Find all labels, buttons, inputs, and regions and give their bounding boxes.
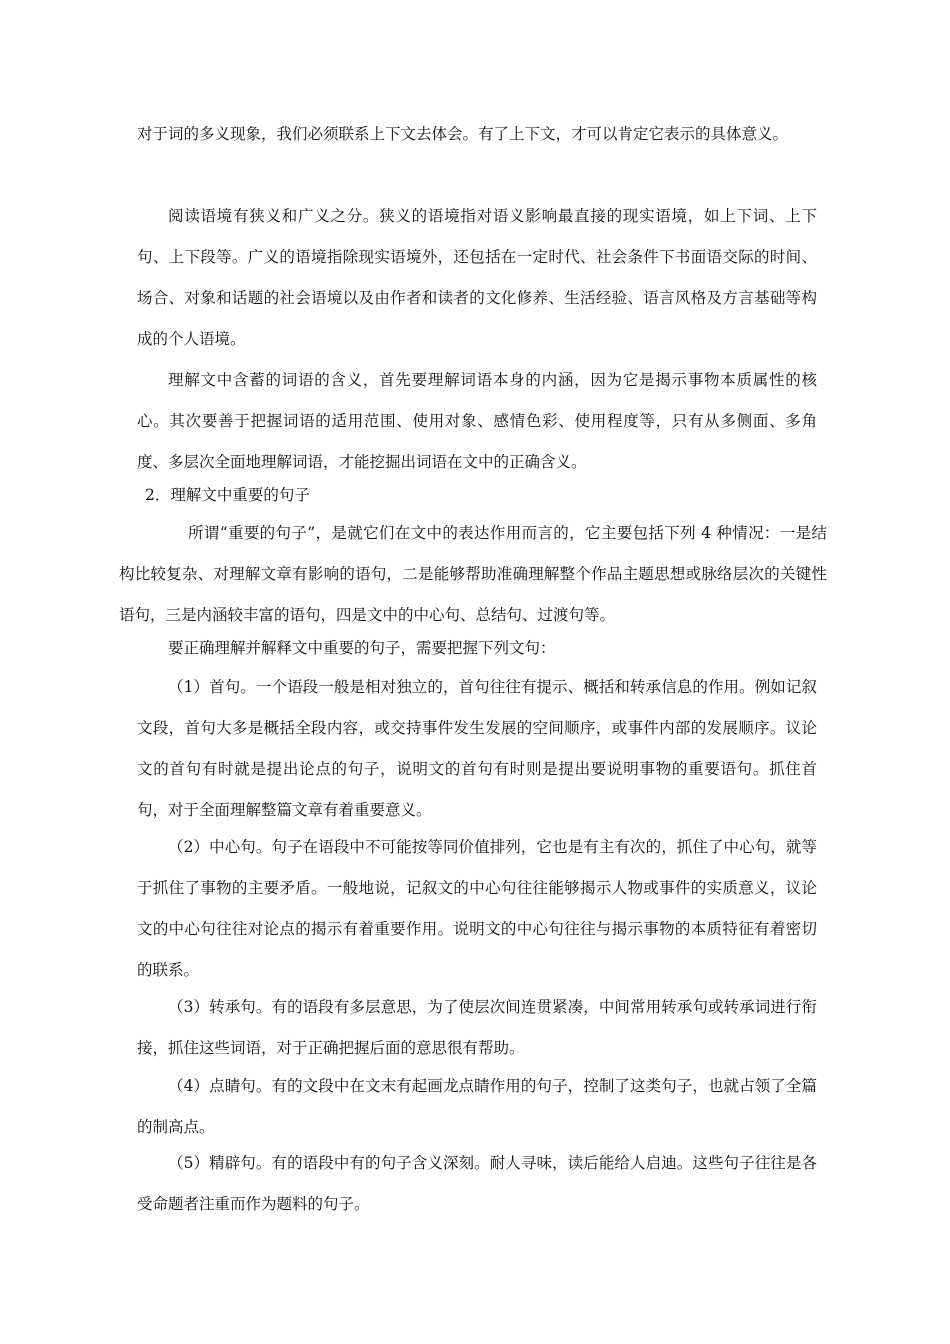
list-item-central-sentence: （2）中心句。句子在语段中不可能按等同价值排列，它也是有主有次的，抓住了中心句，就等于抓住了事物的主要矛盾。一般地说，记叙文的中心句往往能够揭示人物或事件的实质意义，议论文的中心句往往对论点的揭示有着重要作用。说明文的中心句往往与揭示事物的本质特征有着密切的联系。 xyxy=(137,838,817,979)
list-item-profound-sentence: （5）精辟句。有的语段中有的句子含义深刻。耐人寻味，读后能给人启迪。这些句子往往是各受命题者注重而作为题料的句子。 xyxy=(137,1154,817,1213)
section-heading-important-sentences: 2．理解文中重要的句子 xyxy=(145,486,310,504)
list-item-first-sentence: （1）首句。一个语段一般是相对独立的，首句往往有提示、概括和转承信息的作用。例如记叙文段，首句大多是概括全段内容，或交持事件发生发展的空间顺序，或事件内部的发展顺序。议论文的首句有时就是提出论点的句子，说明文的首句有时则是提出要说明事物的重要语句。抓住首句，对于全面理解整篇文章有着重要意义。 xyxy=(137,678,817,819)
paragraph-reading-context: 阅读语境有狭义和广义之分。狭义的语境指对语义影响最直接的现实语境，如上下词、上下句、上下段等。广义的语境指除现实语境外，还包括在一定时代、社会条件下书面语交际的时间、场合、对象和话题的社会语境以及由作者和读者的文化修养、生活经验、语言风格及方言基础等构成的个人语境。 xyxy=(137,207,817,348)
paragraph-interpretation-guide: 要正确理解并解释文中重要的句子，需要把握下列文句： xyxy=(168,639,556,657)
paragraph-implicit-word-meaning: 理解文中含蓄的词语的含义，首先要理解词语本身的内涵，因为它是揭示事物本质属性的核心。其次要善于把握词语的适用范围、使用对象、感情色彩、使用程度等，只有从多侧面、多角度、多层次全面地理解词语，才能挖掘出词语在文中的正确含义。 xyxy=(137,371,817,471)
paragraph-important-sentence-types: 所谓“重要的句子”，是就它们在文中的表达作用而言的，它主要包括下列 4 种情况：一是结构比较复杂、对理解文章有影响的语句，二是能够帮助准确理解整个作品主题思想或脉络层次的关键性语句，三是内涵较丰富的语句，四是文中的中心句、总结句、过渡句等。 xyxy=(119,524,827,624)
list-item-transition-sentence: （3）转承句。有的语段有多层意思，为了使层次间连贯紧凑，中间常用转承句或转承词进行衔接，抓住这些词语，对于正确把握后面的意思很有帮助。 xyxy=(137,998,817,1057)
list-item-key-sentence: （4）点睛句。有的文段中在文末有起画龙点睛作用的句子，控制了这类句子，也就占领了全篇的制高点。 xyxy=(137,1077,817,1136)
paragraph-polysemy-context: 对于词的多义现象，我们必须联系上下文去体会。有了上下文，才可以肯定它表示的具体意义。 xyxy=(137,125,789,143)
